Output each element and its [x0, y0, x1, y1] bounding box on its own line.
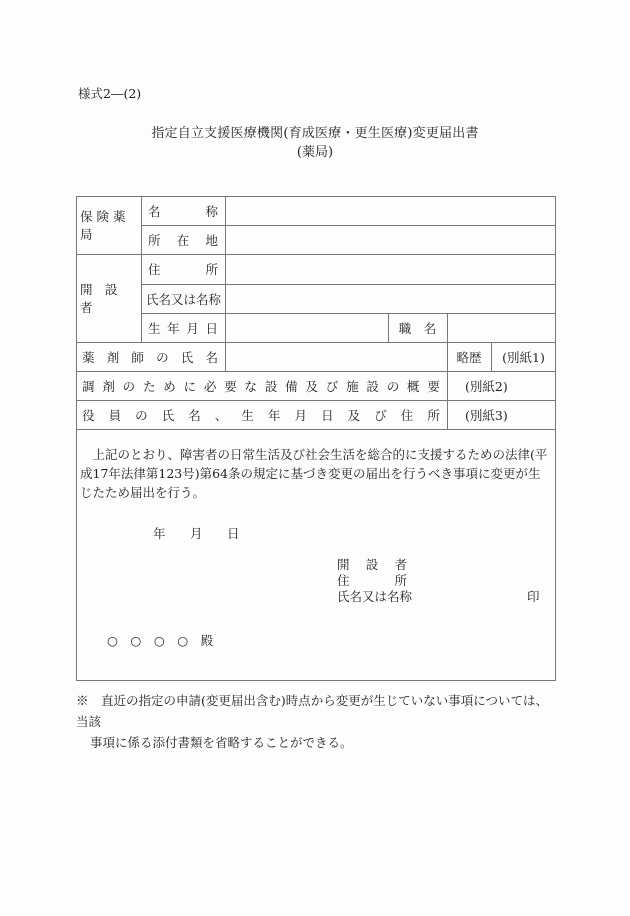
- divider: [447, 313, 448, 429]
- attachment-1-label: (別紙1): [502, 349, 545, 365]
- founder-birthdate-field[interactable]: [228, 314, 386, 341]
- founder-name-label: 氏名又は名称: [146, 291, 222, 307]
- seal-mark: 印: [527, 589, 540, 604]
- founder-birthdate-label: 生 年 月 日: [148, 320, 218, 336]
- footnote: [76, 690, 560, 753]
- signer-address-label: 住 所: [337, 573, 407, 588]
- pharmacy-name-field[interactable]: [228, 197, 553, 224]
- document-subtitle: (薬局): [296, 145, 334, 160]
- document-title: 指定自立支援医療機関(育成医療・更生医療)変更届出書: [151, 126, 479, 141]
- officers-label: 役 員 の 氏 名 、 生 年 月 日 及 び 住 所: [82, 407, 440, 423]
- attachment-3-label: (別紙3): [465, 407, 508, 423]
- founder-group-label: 開 設 者: [80, 282, 131, 315]
- founder-address-label: 住 所: [148, 262, 218, 277]
- footnote-line-2: 事項に係る添付書類を省略することができる。: [90, 735, 353, 750]
- divider: [141, 196, 142, 342]
- divider: [76, 429, 556, 430]
- declaration-text: 上記のとおり、障害者の日常生活及び社会生活を総合的に支援するための法律(平成17年法律第123号)第64条の規定に基づき変更の届出を行うべき事項に変更が生じたため届出を行う。: [80, 447, 548, 500]
- pharmacy-location-label: 所 在 地: [148, 232, 218, 248]
- form-number: 様式2―(2): [78, 86, 142, 101]
- signer-name-label: 氏名又は名称: [337, 589, 413, 604]
- date-day-label: 日: [227, 526, 240, 541]
- facilities-label: 調 剤 の た め に 必 要 な 設 備 及 び 施 設 の 概 要: [82, 378, 440, 394]
- addressee: ○ ○ ○ ○ 殿: [107, 633, 214, 648]
- date-year-label: 年: [153, 526, 166, 541]
- attachment-2-label: (別紙2): [465, 378, 508, 394]
- footnote-line-1: ※ 直近の指定の申請(変更届出含む)時点から変更が生じていない事項については、当該: [76, 693, 549, 729]
- divider: [225, 196, 226, 371]
- founder-name-field[interactable]: [228, 285, 553, 312]
- history-label: 略歴: [456, 349, 482, 365]
- pharmacy-group-label: 保 険 薬 局: [80, 209, 126, 242]
- pharmacist-name-field[interactable]: [228, 343, 445, 370]
- reference-mark: ※: [76, 693, 89, 708]
- founder-address-field[interactable]: [228, 255, 553, 283]
- pharmacy-location-field[interactable]: [228, 226, 553, 253]
- pharmacy-name-label: 名 称: [148, 203, 218, 219]
- pharmacist-name-label: 薬 剤 師 の 氏 名: [82, 349, 218, 365]
- date-month-label: 月: [190, 526, 203, 541]
- position-label: 職 名: [398, 320, 437, 336]
- signer-founder-label: 開 設 者: [337, 557, 407, 572]
- position-field[interactable]: [450, 314, 553, 341]
